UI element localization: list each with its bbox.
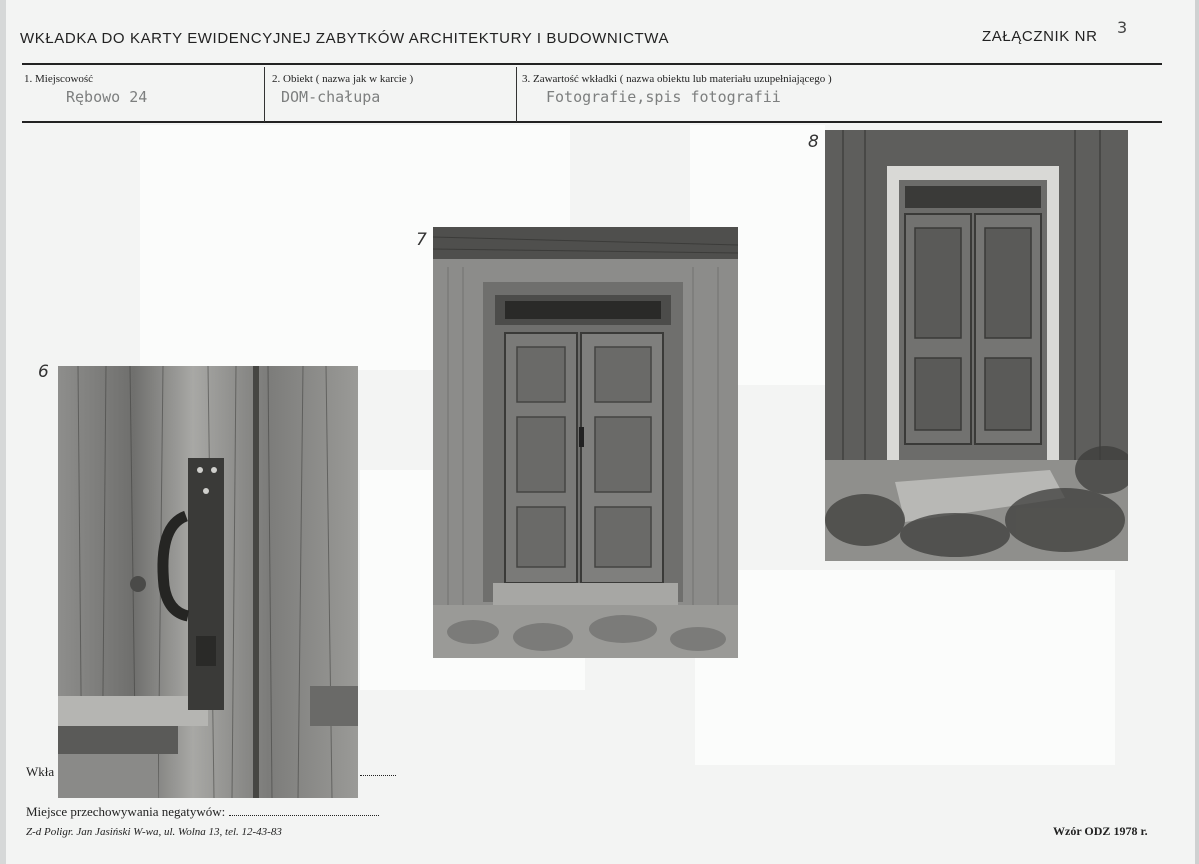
field-divider <box>264 67 265 122</box>
field-locality-value: Rębowo 24 <box>66 88 148 106</box>
insert-label: Wkła <box>26 764 55 779</box>
dotted-leader <box>360 775 396 776</box>
field-contents-value: Fotografie,spis fotografii <box>546 88 781 106</box>
annex-number: 3 <box>1117 18 1128 37</box>
door-image <box>433 227 738 658</box>
field-object-label: 2. Obiekt ( nazwa jak w karcie ) <box>272 73 414 85</box>
field-locality-label: 1. Miejscowość <box>24 73 94 85</box>
annex-label: ZAŁĄCZNIK NR <box>982 28 1098 45</box>
photo-door <box>433 227 738 658</box>
printer-imprint: Z-d Poligr. Jan Jasiński W-wa, ul. Wolna 13, tel. 12-43-83 <box>26 826 282 838</box>
header-rule-top <box>22 63 1162 65</box>
photo-number-7: 7 <box>416 230 427 250</box>
insert-line <box>26 764 54 780</box>
form-model: Wzór ODZ 1978 r. <box>1053 824 1148 838</box>
dotted-leader <box>229 815 379 816</box>
photo-door-handle <box>58 366 358 798</box>
photo-number-6: 6 <box>38 362 49 382</box>
photo-number-8: 8 <box>808 132 819 152</box>
field-object-value: DOM-chałupa <box>281 88 381 106</box>
field-divider <box>516 67 517 122</box>
field-contents-label: 3. Zawartość wkładki ( nazwa obiektu lub materiału uzupełniającego ) <box>522 73 832 85</box>
bg-patch <box>695 570 1115 765</box>
scan-edge-left <box>0 0 6 864</box>
negatives-label: Miejsce przechowywania negatywów: <box>26 804 226 819</box>
double-door-image <box>825 130 1128 561</box>
photo-double-door <box>825 130 1128 561</box>
negatives-line <box>26 804 379 820</box>
form-title: WKŁADKA DO KARTY EWIDENCYJNEJ ZABYTKÓW ARCHITEKTURY I BUDOWNICTWA <box>20 30 670 47</box>
door-handle-image <box>58 366 358 798</box>
scan-edge-right <box>1195 0 1199 864</box>
insert-line-dots <box>360 764 396 780</box>
header-rule-bottom <box>22 121 1162 123</box>
